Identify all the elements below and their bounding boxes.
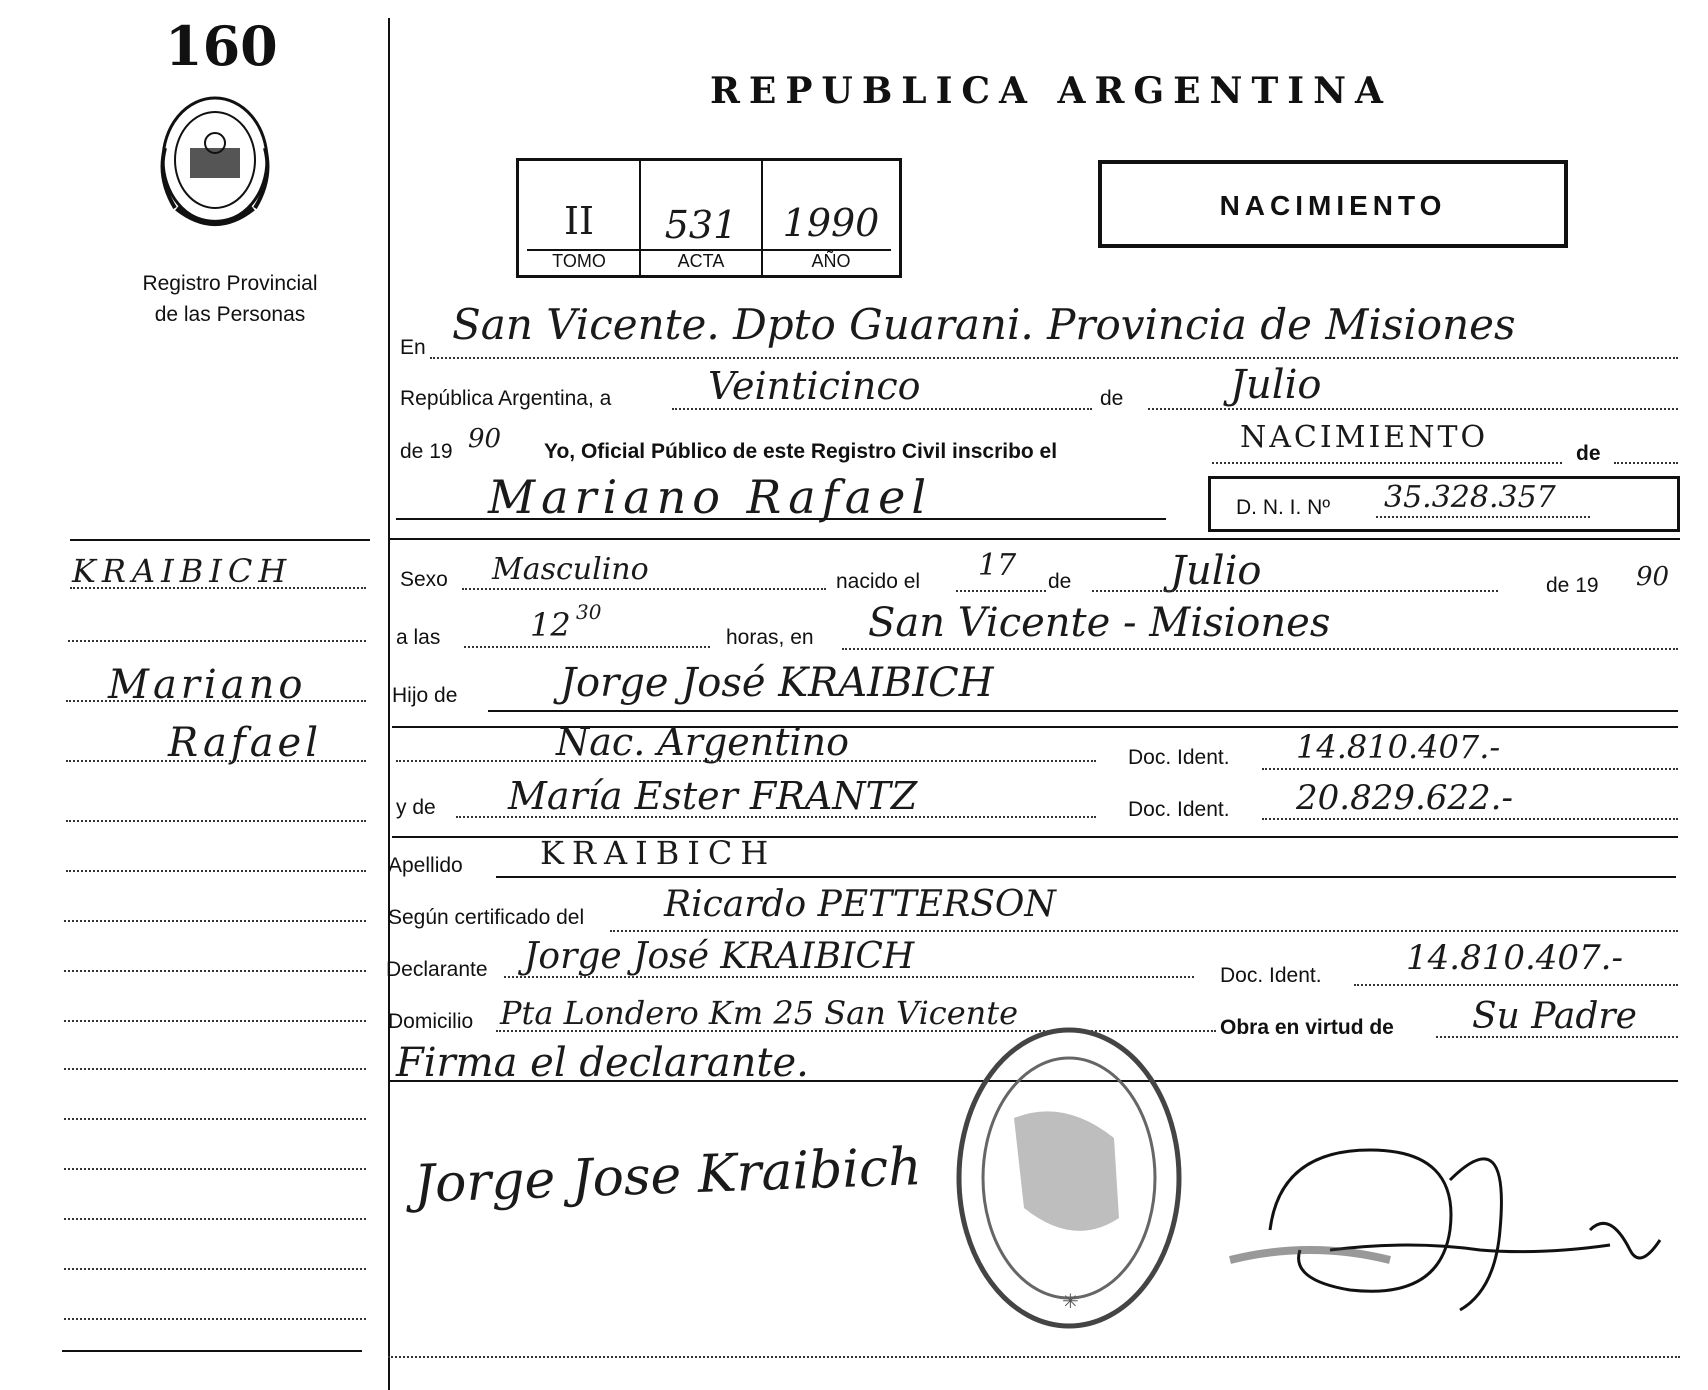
label-y-de: y de (396, 796, 436, 819)
page-number: 160 (165, 14, 278, 78)
margin-line (64, 1118, 366, 1120)
margin-line (64, 1318, 366, 1320)
label-en: En (400, 336, 426, 359)
margin-line (64, 1268, 366, 1270)
margin-line (64, 1068, 366, 1070)
anio-value: 1990 (782, 201, 880, 245)
record-type-box (1098, 160, 1568, 248)
father-doc-value: 14.810.407.- (1296, 728, 1501, 766)
mother-value: María Ester FRANTZ (508, 774, 918, 818)
margin-line (64, 970, 366, 972)
column-divider (388, 18, 390, 1390)
margin-line (64, 1168, 366, 1170)
margin-line (66, 870, 366, 872)
label-sexo: Sexo (400, 568, 448, 591)
label-declarante: Declarante (386, 958, 488, 981)
father-nationality-value: Nac. Argentino (556, 720, 850, 764)
registry-name (90, 268, 370, 330)
child-name-value: Mariano Rafael (488, 470, 933, 524)
day-value: Veinticinco (708, 364, 921, 408)
birth-town-value: San Vicente - Misiones (868, 600, 1331, 646)
tomo-value: II (563, 199, 595, 243)
anio-label: AÑO (811, 251, 851, 271)
birth-place-value: San Vicente. Dpto Guarani. Provincia de Misiones (452, 300, 1516, 349)
label-a-las: a las (396, 626, 441, 649)
margin-name-2: Rafael (168, 720, 322, 766)
margin-surname: KRAIBICH (72, 552, 293, 590)
declarant-doc-value: 14.810.407.- (1406, 938, 1623, 978)
label-de-mid: de (1048, 570, 1072, 593)
section-rule (390, 538, 1680, 540)
label-de-19: de 19 (400, 440, 453, 463)
margin-line (64, 920, 366, 922)
surname-value: KRAIBICH (540, 834, 777, 872)
label-doc-ident-father: Doc. Ident. (1128, 746, 1230, 769)
tomo-label: TOMO (552, 251, 606, 271)
label-hijo-de: Hijo de (392, 684, 458, 707)
label-de-19b: de 19 (1546, 574, 1599, 597)
label-dni: D. N. I. Nº (1236, 496, 1331, 519)
margin-top-rule (70, 539, 370, 541)
provincial-seal-icon (155, 88, 275, 238)
label-republica: República Argentina, a (400, 387, 612, 410)
svg-text:✳: ✳ (1062, 1291, 1079, 1313)
birth-day-value: 17 (978, 548, 1017, 583)
label-apellido: Apellido (388, 854, 463, 877)
margin-bottom-rule (62, 1350, 362, 1352)
margin-line (68, 640, 366, 642)
label-horas-en: horas, en (726, 626, 814, 649)
month-value: Julio (1230, 362, 1322, 408)
margin-line (64, 1218, 366, 1220)
sex-value: Masculino (492, 552, 649, 587)
label-doc-ident-mother: Doc. Ident. (1128, 798, 1230, 821)
minute-value: 30 (576, 600, 602, 624)
margin-name-1: Mariano (108, 662, 307, 708)
label-yo-oficial: Yo, Oficial Público de este Registro Civil inscribo el (544, 440, 1058, 463)
certifier-value: Ricardo PETTERSON (664, 884, 1056, 925)
record-type: NACIMIENTO (1219, 190, 1447, 221)
acta-label: ACTA (677, 251, 725, 271)
signature-note-value: Firma el declarante. (396, 1040, 809, 1086)
country-title: REPUBLICA ARGENTINA (710, 70, 1392, 112)
acta-value: 531 (664, 203, 738, 247)
registry-name-line-1: Registro Provincial (142, 272, 318, 295)
record-box (516, 158, 902, 278)
label-domicilio: Domicilio (388, 1010, 474, 1033)
label-de: de (1100, 387, 1124, 410)
birth-year-value: 90 (1636, 562, 1670, 592)
father-value: Jorge José KRAIBICH (560, 660, 994, 706)
mother-doc-value: 20.829.622.- (1296, 778, 1513, 818)
registry-name-line-2: de las Personas (154, 303, 306, 326)
declarant-signature: Jorge Jose Kraibich (413, 1137, 923, 1215)
hour-value: 12 (530, 606, 571, 644)
official-signature-icon (1210, 1110, 1680, 1330)
margin-line (64, 1020, 366, 1022)
address-value: Pta Londero Km 25 San Vicente (500, 994, 1019, 1032)
by-virtue-value: Su Padre (1472, 996, 1637, 1037)
label-doc-ident-declarant: Doc. Ident. (1220, 964, 1322, 987)
label-obra-virtud: Obra en virtud de (1220, 1016, 1394, 1039)
label-de-tail: de (1576, 442, 1601, 465)
declarant-value: Jorge José KRAIBICH (524, 936, 915, 977)
official-stamp-icon (944, 1018, 1194, 1338)
label-segun-certificado: Según certificado del (388, 906, 585, 929)
act-value: NACIMIENTO (1240, 420, 1489, 455)
birth-month-value: Julio (1170, 548, 1262, 594)
dni-value: 35.328.357 (1384, 480, 1556, 515)
year-value: 90 (468, 424, 502, 454)
label-nacido-el: nacido el (836, 570, 921, 593)
margin-line (66, 820, 366, 822)
